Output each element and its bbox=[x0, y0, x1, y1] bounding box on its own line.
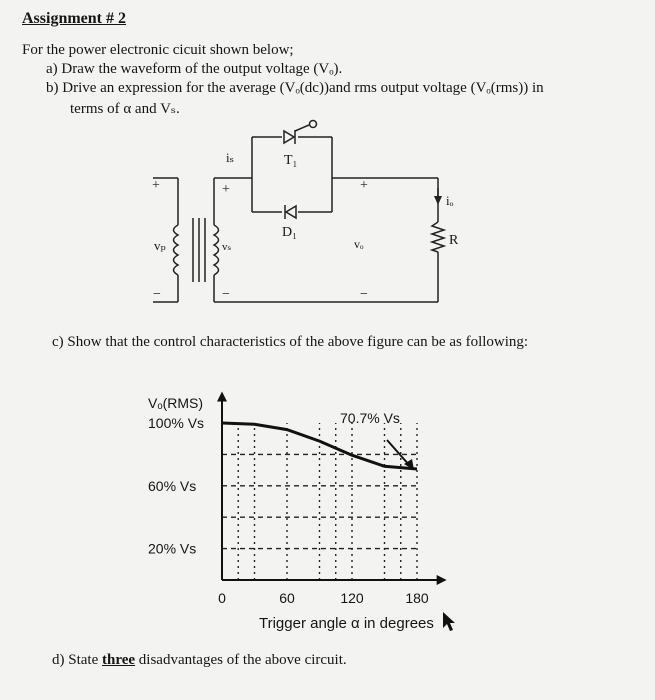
part-b-line1: b) Drive an expression for the average (Vₒ(dc))and rms output voltage (Vₒ(rms)) in bbox=[46, 80, 544, 96]
chart-annotation: 70.7% Vs bbox=[340, 410, 400, 426]
cursor-icon bbox=[443, 612, 455, 631]
vp-label: vₚ bbox=[154, 238, 166, 253]
r-label: R bbox=[449, 233, 459, 248]
vs-minus: − bbox=[222, 287, 230, 302]
d1-label: D₁ bbox=[282, 225, 297, 240]
x-tick-label: 60 bbox=[279, 590, 295, 606]
chart-grid bbox=[222, 423, 417, 580]
x-tick-label: 120 bbox=[340, 590, 364, 606]
vo-label: vₒ bbox=[354, 237, 364, 251]
part-a-text: a) Draw the waveform of the output voltage (Vₒ). bbox=[46, 61, 343, 77]
is-label: iₛ bbox=[226, 150, 234, 165]
y-tick-label: 60% Vs bbox=[148, 477, 197, 494]
vp-plus: + bbox=[152, 178, 160, 193]
y-tick-label: 20% Vs bbox=[148, 540, 197, 557]
part-d-emphasis: three bbox=[102, 652, 136, 668]
part-b-line2: terms of α and Vₛ. bbox=[70, 101, 180, 117]
t1-label: T₁ bbox=[284, 153, 298, 168]
part-d-prefix: d) State bbox=[52, 652, 102, 668]
vo-minus: − bbox=[360, 287, 368, 302]
x-tick-label: 0 bbox=[218, 590, 226, 606]
vs-plus: + bbox=[222, 182, 230, 197]
io-label: iₒ bbox=[446, 193, 454, 208]
y-tick-label: 100% Vs bbox=[148, 415, 205, 431]
vp-minus: − bbox=[153, 287, 161, 302]
x-axis-arrow-icon bbox=[437, 575, 447, 585]
x-tick-label: 180 bbox=[405, 590, 429, 606]
vs-label: vₛ bbox=[222, 241, 232, 253]
assignment-title: Assignment # 2 bbox=[22, 10, 127, 27]
chart-ylabel: Vₒ(RMS) bbox=[148, 395, 204, 411]
vo-plus: + bbox=[360, 178, 368, 193]
chart-xlabel: Trigger angle α in degrees bbox=[259, 615, 434, 632]
y-axis-arrow-icon bbox=[217, 391, 227, 401]
part-d-suffix: disadvantages of the above circuit. bbox=[135, 652, 347, 668]
intro-text: For the power electronic cicuit shown below; bbox=[22, 42, 294, 58]
part-c-text: c) Show that the control characteristics of the above figure can be as following: bbox=[52, 334, 529, 350]
